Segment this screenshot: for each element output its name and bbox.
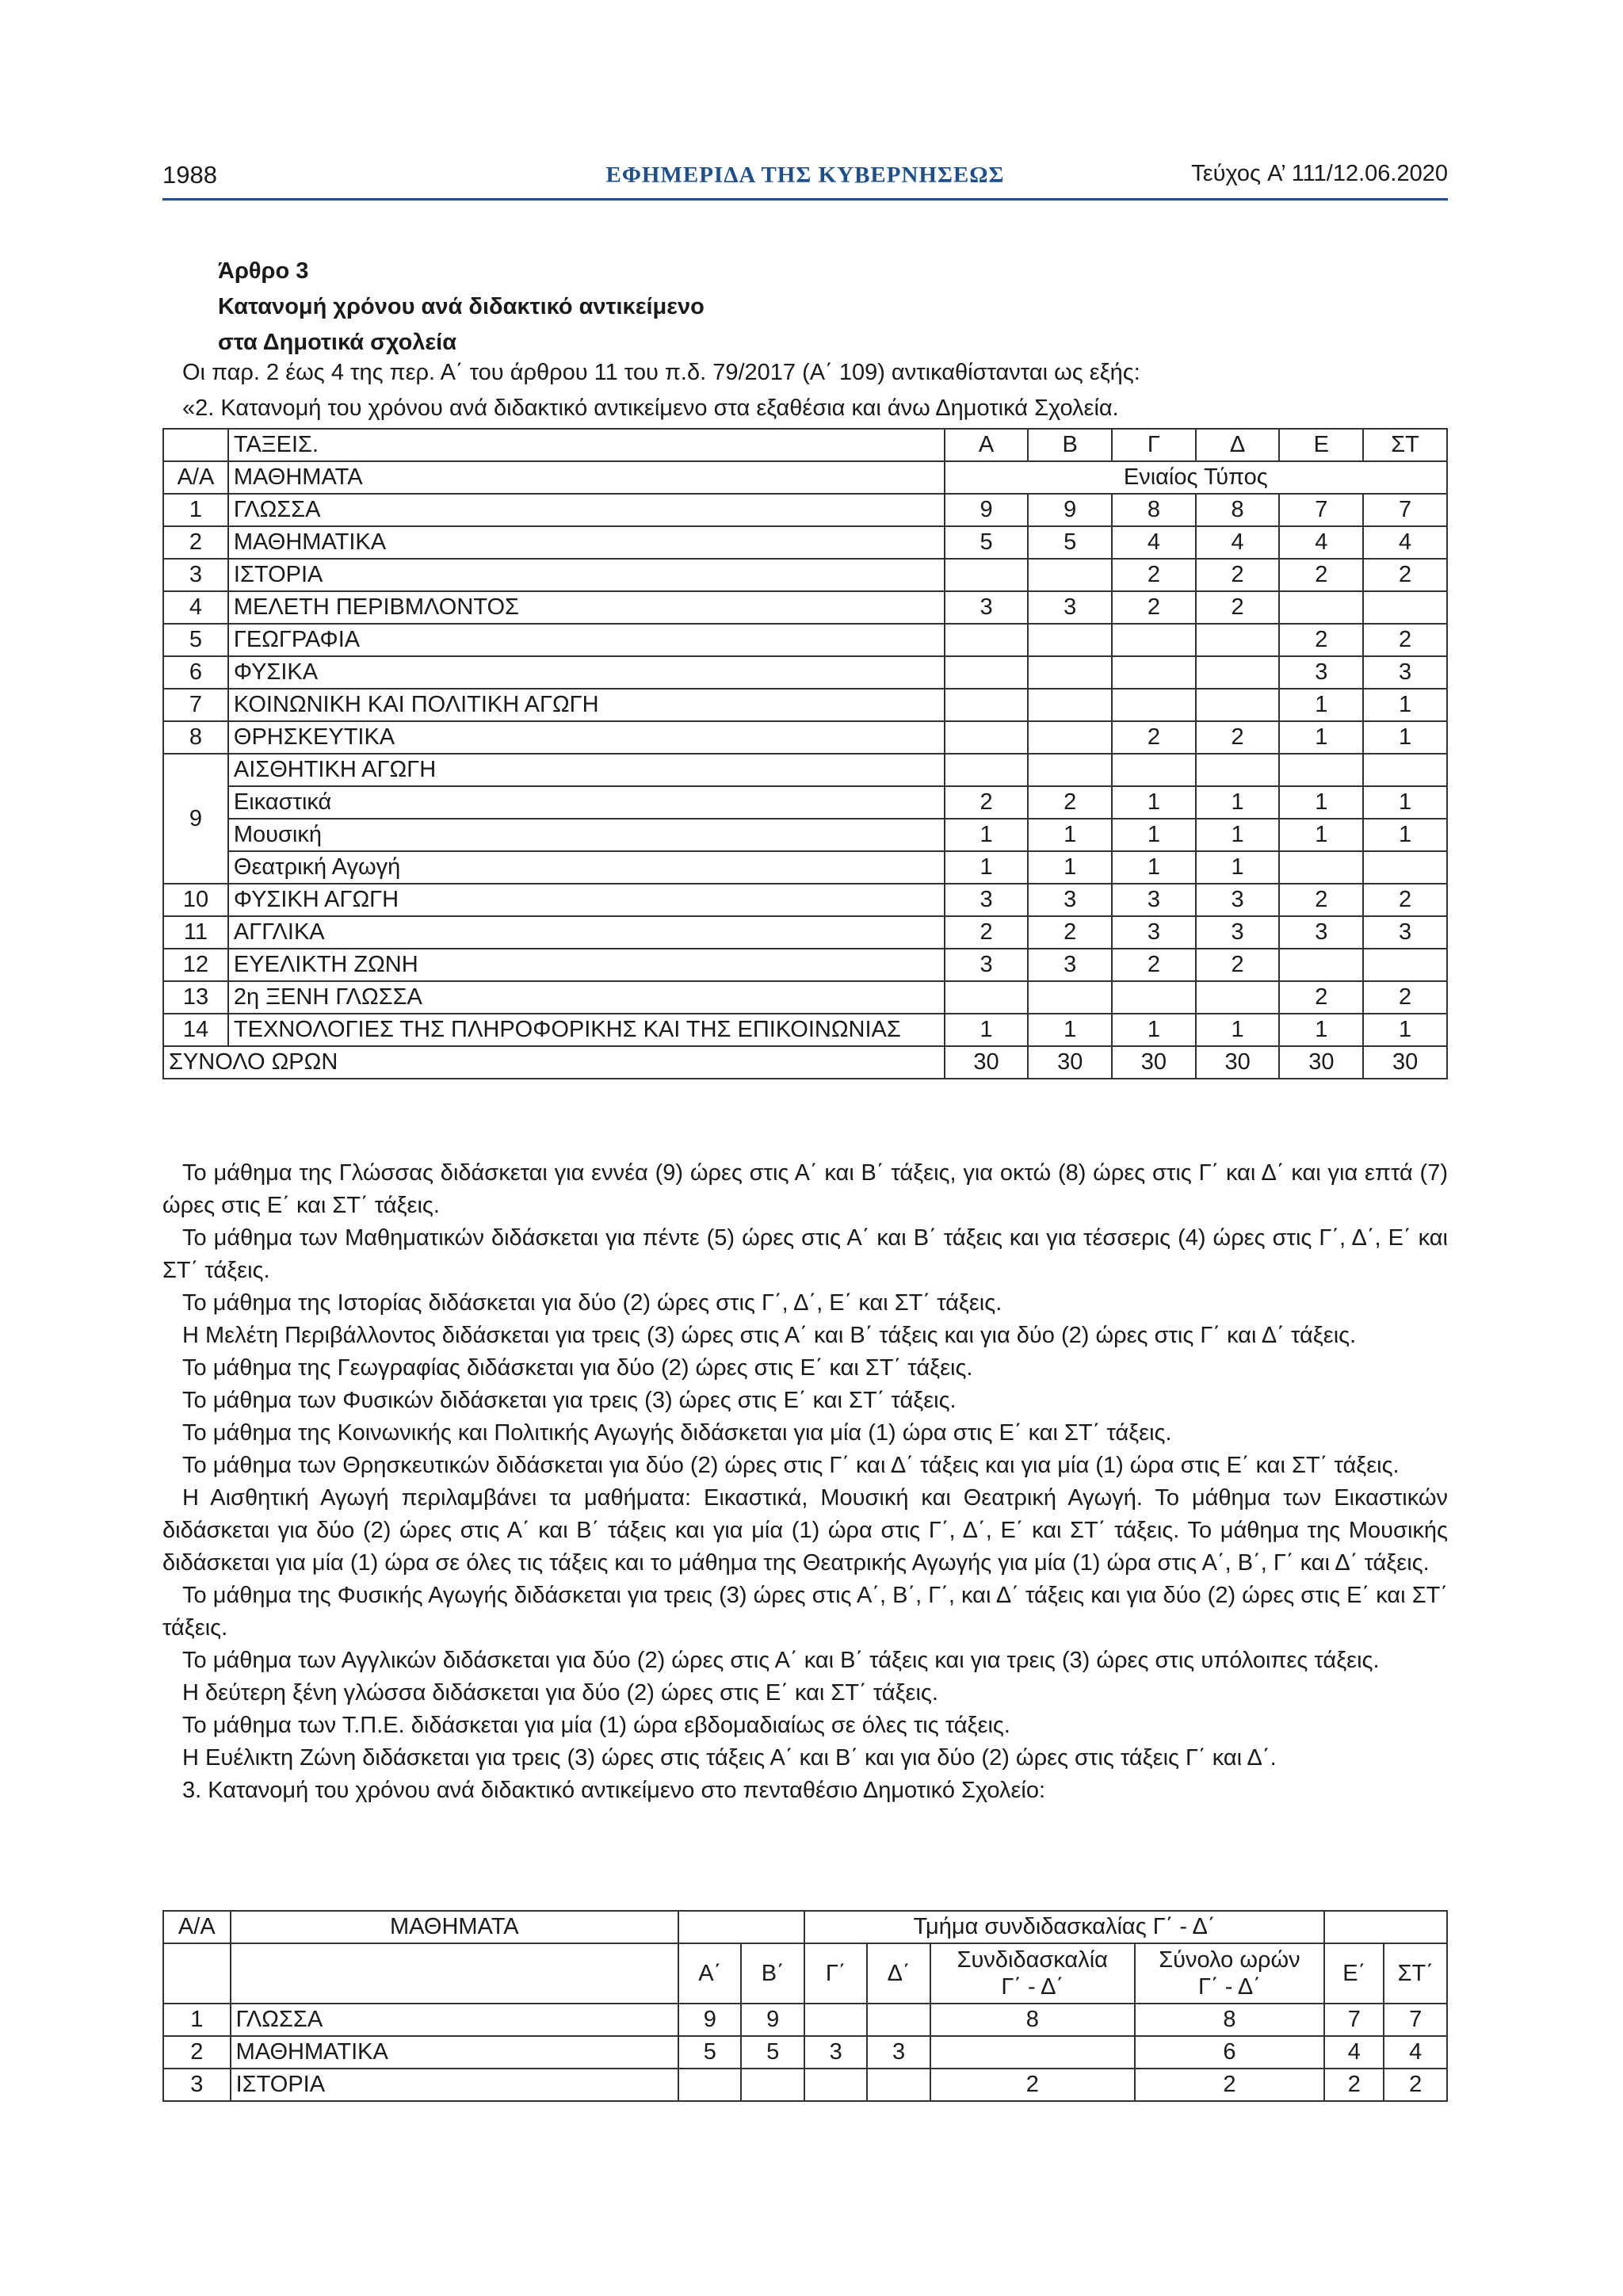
hours-value: 1 [945, 851, 1029, 884]
paragraph: Το μάθημα της Γεωγραφίας διδάσκεται για δύο (2) ώρες στις Ε΄ και ΣΤ΄ τάξεις. [182, 1355, 973, 1381]
table-row [163, 786, 1447, 819]
classes-label: ΤΑΞΕΙΣ. [228, 429, 945, 461]
row-number: 1 [163, 2004, 231, 2036]
paragraph: Η Μελέτη Περιβάλλοντος διδάσκεται για τρεις (3) ώρες στις Α΄ και Β΄ τάξεις και για δύο (2) ώρες στις Γ΄ και Δ΄ τάξεις. [182, 1323, 1357, 1348]
hours-value: 9 [945, 494, 1029, 526]
hours-value: 4 [1363, 526, 1447, 559]
hours-value: 1 [945, 1014, 1029, 1046]
hours-value: 2 [1279, 884, 1363, 916]
class-e: Ε [1279, 429, 1363, 461]
hours-value [1028, 624, 1112, 656]
table-row [163, 591, 1447, 624]
hours-value: 1 [1363, 721, 1447, 754]
issue-reference: Τεύχος A’ 111/12.06.2020 [1191, 161, 1448, 186]
table-row [163, 819, 1447, 851]
hours-value: 2 [1112, 721, 1196, 754]
hours-value: 2 [1112, 591, 1196, 624]
hours-value: 2 [930, 2069, 1135, 2101]
class-d: Δ [1196, 429, 1280, 461]
paragraph: Το μάθημα των Αγγλικών διδάσκεται για δύο (2) ώρες στις Α΄ και Β΄ τάξεις και για τρεις (3) ώρες στις υπόλοιπες τάξεις. [182, 1648, 1380, 1673]
hours-value: 8 [1196, 494, 1280, 526]
hours-value: 4 [1112, 526, 1196, 559]
hours-value: 4 [1196, 526, 1280, 559]
totals-label: ΣΥΝΟΛΟ ΩΡΩΝ [163, 1046, 945, 1079]
row-number: 10 [163, 884, 228, 916]
hours-value: 1 [1196, 1014, 1280, 1046]
hours-value: 2 [1279, 624, 1363, 656]
hours-value [945, 689, 1029, 721]
hours-value [867, 2004, 930, 2036]
hours-value: 9 [741, 2004, 804, 2036]
col-b: Β΄ [741, 1943, 804, 2004]
hours-value [1028, 559, 1112, 591]
total-value: 30 [945, 1046, 1029, 1079]
row-number: 1 [163, 494, 228, 526]
paragraph: Το μάθημα των Θρησκευτικών διδάσκεται για δύο (2) ώρες στις Γ΄ και Δ΄ τάξεις και για μία (1) ώρα στις Ε΄ και ΣΤ΄ τάξεις. [182, 1453, 1400, 1478]
hours-value: 1 [1279, 721, 1363, 754]
hours-value: 1 [1028, 819, 1112, 851]
hours-value: 7 [1363, 494, 1447, 526]
hours-table-five-grade [162, 1910, 1448, 2102]
hours-value: 2 [1028, 786, 1112, 819]
hours-value [678, 2069, 741, 2101]
table-header-row [163, 429, 1447, 461]
table-row [163, 2036, 1447, 2069]
hours-value [1028, 689, 1112, 721]
hours-value: 1 [1279, 819, 1363, 851]
hours-value [1112, 656, 1196, 689]
hours-value: 3 [1112, 916, 1196, 949]
hours-value: 4 [1324, 2036, 1384, 2069]
hours-value [945, 624, 1029, 656]
hours-value: 3 [945, 949, 1029, 981]
hours-value: 1 [1196, 786, 1280, 819]
table-row [163, 656, 1447, 689]
hours-value [1279, 591, 1363, 624]
col-c: Γ΄ [804, 1943, 867, 2004]
hours-value: 2 [1363, 884, 1447, 916]
subject-name: Θεατρική Αγωγή [228, 851, 945, 884]
hours-value: 1 [1028, 851, 1112, 884]
paragraph: Η Αισθητική Αγωγή περιλαμβάνει τα μαθήματα: Εικαστικά, Μουσική και Θεατρική Αγωγή. Το μάθημα των Εικαστικών διδάσκεται για δύο (2) ώρες στις Α΄ και Β΄ τάξεις και για μία (1) ώρα στις Γ΄, Δ΄, Ε΄ και ΣΤ΄ τάξεις. Το μάθημα της Μουσικής διδάσκεται για μία (1) ώρα σε όλες τις τάξεις και το μάθημα της Θεατρικής Αγωγής για μία (1) ώρα στις Α΄, Β΄, Γ΄ και Δ΄ τάξεις. [162, 1485, 1448, 1576]
hours-value: 2 [1279, 981, 1363, 1014]
hours-value: 3 [1279, 656, 1363, 689]
hours-value: 3 [1279, 916, 1363, 949]
hours-value: 3 [1112, 884, 1196, 916]
gazette-title: ΕΦΗΜΕΡΙΔΑ ΤΗΣ ΚΥΒΕΡΝΗΣΕΩΣ [605, 162, 1005, 188]
subject-name: Εικαστικά [228, 786, 945, 819]
row-number: 13 [163, 981, 228, 1014]
hours-value: 1 [1363, 689, 1447, 721]
hours-value: 3 [1028, 884, 1112, 916]
table-row [163, 526, 1447, 559]
table-row-group-title [163, 754, 1447, 786]
subject-name: 2η ΞΕΝΗ ΓΛΩΣΣΑ [228, 981, 945, 1014]
col-total-line-1: Σύνολο ωρών [1159, 1947, 1300, 1973]
hours-value [1196, 656, 1280, 689]
hours-value: 3 [1363, 656, 1447, 689]
hours-value: 2 [1135, 2069, 1324, 2101]
hours-value [1196, 981, 1280, 1014]
paragraph: Το μάθημα της Κοινωνικής και Πολιτικής Αγωγής διδάσκεται για μία (1) ώρα στις Ε΄ και ΣΤ΄ τάξεις. [182, 1420, 1172, 1446]
hours-value: 2 [1363, 559, 1447, 591]
total-value: 30 [1112, 1046, 1196, 1079]
hours-value: 3 [1196, 884, 1280, 916]
col-cotaught-line-2: Γ΄ - Δ΄ [1001, 1974, 1064, 2000]
hours-value: 2 [1028, 916, 1112, 949]
hours-value: 2 [1112, 559, 1196, 591]
hours-value: 1 [1112, 819, 1196, 851]
hours-value: 4 [1384, 2036, 1447, 2069]
hours-value: 2 [945, 916, 1029, 949]
hours-value [945, 981, 1029, 1014]
hours-value [867, 2069, 930, 2101]
hours-value: 1 [1279, 1014, 1363, 1046]
article-heading [218, 254, 705, 361]
hours-value [1028, 656, 1112, 689]
hours-value: 7 [1324, 2004, 1384, 2036]
subject-name: ΘΡΗΣΚΕΥΤΙΚΑ [228, 721, 945, 754]
row-number: 9 [163, 754, 228, 884]
table-row [163, 689, 1447, 721]
hours-value: 1 [1279, 689, 1363, 721]
row-number: 14 [163, 1014, 228, 1046]
school-type-label: Ενιαίος Τύπος [945, 461, 1447, 494]
hours-value: 3 [1028, 949, 1112, 981]
table-row [163, 624, 1447, 656]
hours-value: 1 [1196, 819, 1280, 851]
hours-value: 7 [1384, 2004, 1447, 2036]
table-row [163, 981, 1447, 1014]
hours-value: 9 [678, 2004, 741, 2036]
intro-line-1: Οι παρ. 2 έως 4 της περ. Α΄ του άρθρου 11 του π.δ. 79/2017 (Α΄ 109) αντικαθίστανται ως εξής: [182, 360, 1140, 385]
col-e: Ε΄ [1324, 1943, 1384, 2004]
hours-value: 5 [678, 2036, 741, 2069]
total-value: 30 [1028, 1046, 1112, 1079]
hours-value: 2 [1279, 559, 1363, 591]
paragraph: Το μάθημα της Ιστορίας διδάσκεται για δύο (2) ώρες στις Γ΄, Δ΄, Ε΄ και ΣΤ΄ τάξεις. [182, 1290, 1002, 1316]
hours-value: 2 [1196, 559, 1280, 591]
row-number: 6 [163, 656, 228, 689]
table-row [163, 949, 1447, 981]
paragraph: 3. Κατανομή του χρόνου ανά διδακτικό αντικείμενο στο πενταθέσιο Δημοτικό Σχολείο: [182, 1778, 1046, 1803]
hours-value: 5 [741, 2036, 804, 2069]
hours-value: 1 [1028, 1014, 1112, 1046]
table-row [163, 559, 1447, 591]
hours-value [1112, 624, 1196, 656]
paragraph: Το μάθημα της Φυσικής Αγωγής διδάσκεται για τρεις (3) ώρες στις Α΄, Β΄, Γ΄, και Δ΄ τάξεις και για δύο (2) ώρες στις Ε΄ και ΣΤ΄ τάξεις. [162, 1583, 1448, 1641]
paragraph: Το μάθημα των Τ.Π.Ε. διδάσκεται για μία (1) ώρα εβδομαδιαίως σε όλες τις τάξεις. [182, 1713, 1010, 1738]
cotaught-group-label: Τμήμα συνδιδασκαλίας Γ΄ - Δ΄ [804, 1911, 1324, 1943]
hours-value: 1 [1363, 786, 1447, 819]
table-row [163, 494, 1447, 526]
subjects-label: ΜΑΘΗΜΑΤΑ [228, 461, 945, 494]
hours-value: 2 [1363, 624, 1447, 656]
total-value: 30 [1363, 1046, 1447, 1079]
hours-value: 3 [945, 591, 1029, 624]
hours-value [1279, 851, 1363, 884]
aa-label: Α/Α [163, 1911, 231, 1943]
subject-name: ΜΑΘΗΜΑΤΙΚΑ [228, 526, 945, 559]
hours-value [1279, 949, 1363, 981]
table-subheader-row [163, 461, 1447, 494]
col-total-line-2: Γ΄ - Δ΄ [1198, 1974, 1261, 2000]
paragraph: Το μάθημα των Φυσικών διδάσκεται για τρεις (3) ώρες στις Ε΄ και ΣΤ΄ τάξεις. [182, 1388, 957, 1413]
subject-name: Μουσική [228, 819, 945, 851]
hours-value [741, 2069, 804, 2101]
row-number: 12 [163, 949, 228, 981]
paragraph: Η Ευέλικτη Ζώνη διδάσκεται για τρεις (3) ώρες στις τάξεις Α΄ και Β΄ και για δύο (2) ώρες στις τάξεις Γ΄ και Δ΄. [182, 1745, 1277, 1771]
intro-line-2: «2. Κατανομή του χρόνου ανά διδακτικό αντικείμενο στα εξαθέσια και άνω Δημοτικά Σχολεία. [182, 395, 1119, 421]
col-d: Δ΄ [867, 1943, 930, 2004]
subject-name: ΜΕΛΕΤΗ ΠΕΡΙΒΜΛΟΝΤΟΣ [228, 591, 945, 624]
col-a: Α΄ [678, 1943, 741, 2004]
hours-value: 2 [1196, 949, 1280, 981]
hours-value: 3 [1028, 591, 1112, 624]
hours-value [1363, 851, 1447, 884]
hours-value [1112, 981, 1196, 1014]
hours-value [1028, 981, 1112, 1014]
paragraph: Το μάθημα της Γλώσσας διδάσκεται για εννέα (9) ώρες στις Α΄ και Β΄ τάξεις, για οκτώ (8) ώρες στις Γ΄ και Δ΄ και για επτά (7) ώρες στις Ε΄ και ΣΤ΄ τάξεις. [162, 1160, 1448, 1218]
class-a: Α [945, 429, 1029, 461]
hours-value: 1 [1363, 819, 1447, 851]
total-value: 30 [1279, 1046, 1363, 1079]
row-number: 7 [163, 689, 228, 721]
hours-value: 8 [1135, 2004, 1324, 2036]
subject-name: ΦΥΣΙΚΗ ΑΓΩΓΗ [228, 884, 945, 916]
hours-value: 2 [1196, 591, 1280, 624]
intro-text [182, 355, 1450, 426]
row-number: 11 [163, 916, 228, 949]
row-number: 3 [163, 559, 228, 591]
hours-value: 9 [1028, 494, 1112, 526]
subject-name: ΚΟΙΝΩΝΙΚΗ ΚΑΙ ΠΟΛΙΤΙΚΗ ΑΓΩΓΗ [228, 689, 945, 721]
col-st: ΣΤ΄ [1384, 1943, 1447, 2004]
hours-value: 1 [1112, 851, 1196, 884]
hours-value: 2 [1196, 721, 1280, 754]
subject-name: ΙΣΤΟΡΙΑ [228, 559, 945, 591]
hours-value [804, 2004, 867, 2036]
row-number: 2 [163, 526, 228, 559]
hours-value [1363, 949, 1447, 981]
hours-value: 1 [1196, 851, 1280, 884]
col-cotaught [930, 1943, 1135, 2004]
hours-value: 8 [1112, 494, 1196, 526]
subject-name: ΓΛΩΣΣΑ [228, 494, 945, 526]
hours-value: 4 [1279, 526, 1363, 559]
hours-table-six-grade [162, 428, 1448, 1079]
subject-name: ΙΣΤΟΡΙΑ [231, 2069, 678, 2101]
paragraph: Η δεύτερη ξένη γλώσσα διδάσκεται για δύο (2) ώρες στις Ε΄ και ΣΤ΄ τάξεις. [182, 1680, 938, 1706]
page-number: 1988 [162, 161, 217, 189]
col-cotaught-line-1: Συνδιδασκαλία [957, 1947, 1108, 1973]
table-row [163, 1014, 1447, 1046]
subject-name: ΓΕΩΓΡΑΦΙΑ [228, 624, 945, 656]
article-title-line-2: στα Δημοτικά σχολεία [218, 330, 457, 355]
subject-name: ΕΥΕΛΙΚΤΗ ΖΩΝΗ [228, 949, 945, 981]
hours-value [1112, 689, 1196, 721]
table-row [163, 884, 1447, 916]
hours-value: 1 [945, 819, 1029, 851]
hours-value [1363, 591, 1447, 624]
hours-value: 3 [945, 884, 1029, 916]
hours-value: 3 [1196, 916, 1280, 949]
table-row [163, 916, 1447, 949]
hours-value: 8 [930, 2004, 1135, 2036]
hours-value [945, 721, 1029, 754]
hours-value [1196, 689, 1280, 721]
hours-value: 1 [1279, 786, 1363, 819]
hours-value: 3 [867, 2036, 930, 2069]
hours-value: 5 [1028, 526, 1112, 559]
hours-value: 2 [1384, 2069, 1447, 2101]
class-c: Γ [1112, 429, 1196, 461]
subject-name: ΑΓΓΛΙΚΑ [228, 916, 945, 949]
subject-name: ΓΛΩΣΣΑ [231, 2004, 678, 2036]
hours-value: 7 [1279, 494, 1363, 526]
row-number: 5 [163, 624, 228, 656]
hours-value: 3 [804, 2036, 867, 2069]
total-value: 30 [1196, 1046, 1280, 1079]
hours-value: 2 [1363, 981, 1447, 1014]
hours-value: 2 [945, 786, 1029, 819]
table2-header-row-1 [163, 1911, 1447, 1943]
col-total-hours [1135, 1943, 1324, 2004]
table-row [163, 721, 1447, 754]
table-row [163, 2004, 1447, 2036]
hours-value: 2 [1112, 949, 1196, 981]
subject-name: ΦΥΣΙΚΑ [228, 656, 945, 689]
hours-value [804, 2069, 867, 2101]
table2-header-row-2 [163, 1943, 1447, 2004]
hours-value: 3 [1363, 916, 1447, 949]
explanatory-paragraphs [162, 1157, 1448, 1807]
hours-value: 5 [945, 526, 1029, 559]
subject-name: ΤΕΧΝΟΛΟΓΙΕΣ ΤΗΣ ΠΛΗΡΟΦΟΡΙΚΗΣ ΚΑΙ ΤΗΣ ΕΠΙΚΟΙΝΩΝΙΑΣ [228, 1014, 945, 1046]
row-number: 8 [163, 721, 228, 754]
hours-value [945, 656, 1029, 689]
subjects-label: ΜΑΘΗΜΑΤΑ [231, 1911, 678, 1943]
hours-value: 2 [1324, 2069, 1384, 2101]
article-number: Άρθρο 3 [218, 258, 309, 284]
aa-label: Α/Α [163, 461, 228, 494]
hours-value: 1 [1112, 786, 1196, 819]
subject-name: ΜΑΘΗΜΑΤΙΚΑ [231, 2036, 678, 2069]
hours-value: 6 [1135, 2036, 1324, 2069]
row-number: 4 [163, 591, 228, 624]
hours-value [1196, 624, 1280, 656]
totals-row [163, 1046, 1447, 1079]
hours-value [1028, 721, 1112, 754]
table-row [163, 851, 1447, 884]
table-row [163, 2069, 1447, 2101]
paragraph: Το μάθημα των Μαθηματικών διδάσκεται για πέντε (5) ώρες στις Α΄ και Β΄ τάξεις και για τέσσερις (4) ώρες στις Γ΄, Δ΄, Ε΄ και ΣΤ΄ τάξεις. [162, 1225, 1448, 1283]
hours-value [945, 559, 1029, 591]
header-divider [162, 198, 1448, 201]
subject-group-title: ΑΙΣΘΗΤΙΚΗ ΑΓΩΓΗ [228, 754, 945, 786]
class-b: Β [1028, 429, 1112, 461]
page-header [162, 161, 1448, 197]
class-st: ΣΤ [1363, 429, 1447, 461]
hours-value [930, 2036, 1135, 2069]
hours-value: 1 [1363, 1014, 1447, 1046]
row-number: 2 [163, 2036, 231, 2069]
hours-value: 1 [1112, 1014, 1196, 1046]
row-number: 3 [163, 2069, 231, 2101]
article-title-line-1: Κατανομή χρόνου ανά διδακτικό αντικείμενο [218, 294, 705, 319]
